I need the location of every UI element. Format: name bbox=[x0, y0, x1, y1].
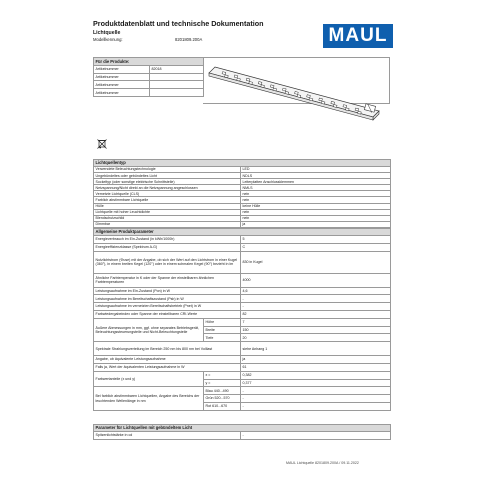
table-row bbox=[94, 65, 204, 73]
cell-value: NDLS bbox=[241, 173, 391, 179]
table-row bbox=[94, 243, 391, 251]
cell-label: Energieeffizienzklasse (Spektrum A-G) bbox=[94, 243, 241, 251]
cell-value: Leiterplatten Anschlussklemmen bbox=[241, 179, 391, 185]
cell-label: Dimmbar bbox=[94, 221, 241, 227]
table-row bbox=[94, 303, 391, 311]
cell-label: Ähnliche Farbtemperatur in K oder der Spanne der einstellbaren ähnlichen Farbtemperaturen bbox=[94, 273, 241, 287]
cell-sublabel: x = bbox=[204, 371, 241, 379]
table-row bbox=[94, 73, 204, 81]
led-chip bbox=[225, 75, 229, 78]
table-row bbox=[94, 287, 391, 295]
led-chip bbox=[355, 108, 359, 111]
cell-value: - bbox=[241, 395, 391, 403]
crossed-out-wheelie-bin-icon bbox=[96, 139, 108, 149]
led-chip bbox=[307, 95, 311, 98]
table-row bbox=[94, 318, 391, 326]
table-row bbox=[94, 221, 391, 227]
cell-label: Hülle bbox=[94, 203, 241, 209]
cell-value: 4000 bbox=[241, 273, 391, 287]
led-chip bbox=[273, 88, 277, 91]
footer-text: MAUL Lichtquelle 8201809.200A / 09.11.2022 bbox=[286, 461, 359, 465]
section-heading: Allgemeine Produktparameter bbox=[94, 229, 391, 236]
led-chip bbox=[319, 98, 323, 101]
led-chip bbox=[222, 72, 226, 75]
cell-value: NMLS bbox=[241, 185, 391, 191]
cell-label: Falls ja, Wert der äquivalenten Leistungsaufnahme in W bbox=[94, 363, 241, 371]
led-chip bbox=[282, 88, 286, 91]
cell-label: Artikelnummer bbox=[94, 81, 150, 89]
cell-value: - bbox=[241, 387, 391, 395]
led-chip bbox=[331, 101, 335, 104]
cell-label: Farblich abstimmbare Lichtquelle bbox=[94, 197, 241, 203]
led-chip bbox=[285, 91, 289, 94]
cell-sublabel: Blau 440...490 bbox=[204, 387, 241, 395]
cell-label: Sockeltyp (oder sonstige elektrische Schnittstelle) bbox=[94, 179, 241, 185]
cell-label: Spitzenlichtstärke in cd bbox=[94, 432, 241, 440]
table-row bbox=[94, 273, 391, 287]
led-chip bbox=[297, 95, 301, 98]
table-row bbox=[94, 236, 391, 244]
cell-value: LED bbox=[241, 167, 391, 173]
cell-value: - bbox=[241, 432, 391, 440]
cell-value: 4,6 bbox=[241, 287, 391, 295]
cell-label: Artikelnummer bbox=[94, 89, 150, 97]
cell-sublabel: Breite bbox=[204, 326, 241, 334]
led-chip bbox=[358, 111, 362, 114]
cell-value: 0,377 bbox=[241, 379, 391, 387]
cell-value: ja bbox=[241, 356, 391, 364]
document-subtitle: Lichtquelle bbox=[93, 30, 121, 36]
led-chip bbox=[246, 78, 250, 81]
model-id-label: Modellkennung: bbox=[93, 37, 123, 42]
cell-value: 150 bbox=[241, 326, 391, 334]
led-chip bbox=[309, 98, 313, 101]
led-chip bbox=[333, 105, 337, 108]
cell-label: Vernetzte Lichtquelle (CLS) bbox=[94, 191, 241, 197]
led-light-strip-icon bbox=[205, 56, 385, 128]
cell-value: - bbox=[241, 303, 391, 311]
cell-value bbox=[150, 81, 204, 89]
cell-label: Leistungsaufnahme im vernetzten Bereitschaftsbetrieb (Pnet) in W bbox=[94, 303, 241, 311]
section-heading: Lichtquellentyp bbox=[94, 160, 391, 167]
table-row bbox=[94, 295, 391, 303]
led-chip bbox=[343, 105, 347, 108]
cell-label: Artikelnummer bbox=[94, 73, 150, 81]
cell-value: siehe Anhang 1 bbox=[241, 342, 391, 356]
cell-label: Netzspannung/Nicht direkt an die Netzspannung angeschlossen bbox=[94, 185, 241, 191]
products-table bbox=[93, 57, 204, 97]
cell-sublabel: Tiefe bbox=[204, 334, 241, 342]
led-chip bbox=[261, 85, 265, 88]
document-title: Produktdatenblatt und technische Dokumentation bbox=[93, 19, 264, 28]
table-row bbox=[94, 342, 391, 356]
cell-value: 830 in Kugel bbox=[241, 251, 391, 273]
cell-sublabel: Höhe bbox=[204, 318, 241, 326]
cell-value: 82018 bbox=[150, 65, 204, 73]
table-row bbox=[94, 310, 391, 318]
cell-label: Farbwiedergabeindex oder Spanne der einstellbaren CRI-Werte bbox=[94, 310, 241, 318]
cell-label: Ungebündeltes oder gebündeltes Licht bbox=[94, 173, 241, 179]
table-row bbox=[94, 81, 204, 89]
logo-text: MAUL bbox=[328, 25, 388, 46]
cell-label: Bei farblich abstimmbaren Lichtquellen, Angabe des Bereichs der leuchtenden Wellenlänge in nm bbox=[94, 387, 204, 410]
led-chip bbox=[237, 78, 241, 81]
cell-value: 61 bbox=[241, 363, 391, 371]
cell-label: Äußere Abmessungen in mm, ggf. ohne separates Betriebsgerät, Beleuchtungssteuerungsteile und Nicht-Beleuchtungsteile bbox=[94, 318, 204, 341]
cell-value: nein bbox=[241, 215, 391, 221]
cell-label: Blendschutzschild bbox=[94, 215, 241, 221]
cell-value: 0,382 bbox=[241, 371, 391, 379]
section-heading: Parameter für Lichtquellen mit gebündeltem Licht bbox=[94, 425, 391, 432]
maul-logo bbox=[323, 24, 393, 48]
cell-label: Lichtquelle mit hoher Leuchtdichte bbox=[94, 209, 241, 215]
cell-label: Energieverbrauch im Ein-Zustand (in kWh/1000h) bbox=[94, 236, 241, 244]
led-chip bbox=[249, 81, 253, 84]
table-row bbox=[94, 356, 391, 364]
table-row bbox=[94, 387, 391, 395]
led-chip bbox=[295, 91, 299, 94]
cell-label: Angabe, ob äquivalente Leistungsaufnahme bbox=[94, 356, 241, 364]
cell-label: Leistungsaufnahme im Ein-Zustand (Pon) in W bbox=[94, 287, 241, 295]
cell-value: 82 bbox=[241, 310, 391, 318]
led-chip bbox=[234, 75, 238, 78]
cell-value: 7 bbox=[241, 318, 391, 326]
light-source-type-table bbox=[93, 159, 391, 228]
model-id-value: 8201809.200A bbox=[175, 37, 203, 42]
cell-value: nein bbox=[241, 209, 391, 215]
cell-sublabel: Rot 610...670 bbox=[204, 402, 241, 410]
cell-value: nein bbox=[241, 191, 391, 197]
general-parameters-table bbox=[93, 228, 391, 411]
table-row bbox=[94, 363, 391, 371]
cell-label: Farbwertanteile (x und y) bbox=[94, 371, 204, 387]
cell-value: ja bbox=[241, 221, 391, 227]
led-chip bbox=[270, 85, 274, 88]
cell-label: Leistungsaufnahme im Bereitschaftszustand (Psb) in W bbox=[94, 295, 241, 303]
cell-label: Spektrale Strahlungsverteilung im Bereich 250 nm bis 800 nm bei Volllast bbox=[94, 342, 241, 356]
table-row bbox=[94, 251, 391, 273]
led-chip bbox=[321, 101, 325, 104]
table-row bbox=[94, 89, 204, 97]
table-row bbox=[94, 371, 391, 379]
cell-value: 5 bbox=[241, 236, 391, 244]
cell-sublabel: y = bbox=[204, 379, 241, 387]
cell-value bbox=[150, 89, 204, 97]
cell-value: nein bbox=[241, 197, 391, 203]
directional-light-table bbox=[93, 424, 391, 440]
led-chip bbox=[258, 82, 262, 85]
cell-value: - bbox=[241, 295, 391, 303]
cell-value bbox=[150, 73, 204, 81]
table-row bbox=[94, 432, 391, 440]
products-heading: Für die Produkte: bbox=[94, 58, 204, 66]
cell-value: keine Hülle bbox=[241, 203, 391, 209]
cell-value: C bbox=[241, 243, 391, 251]
cell-value: - bbox=[241, 402, 391, 410]
cell-label: Nutzlichtstrom (Φuse) mit der Angabe, ob sich der Wert auf den Lichtstrom in einer Kugel (360°), in einem breiten Kegel (120°) oder in einem schmalen Kegel (90°) bezieht in lm bbox=[94, 251, 241, 273]
cell-value: 20 bbox=[241, 334, 391, 342]
led-chip bbox=[345, 108, 349, 111]
cell-sublabel: Grün 520...570 bbox=[204, 395, 241, 403]
cell-label: Verwendete Beleuchtungstechnologie bbox=[94, 167, 241, 173]
cell-label: Artikelnummer bbox=[94, 65, 150, 73]
